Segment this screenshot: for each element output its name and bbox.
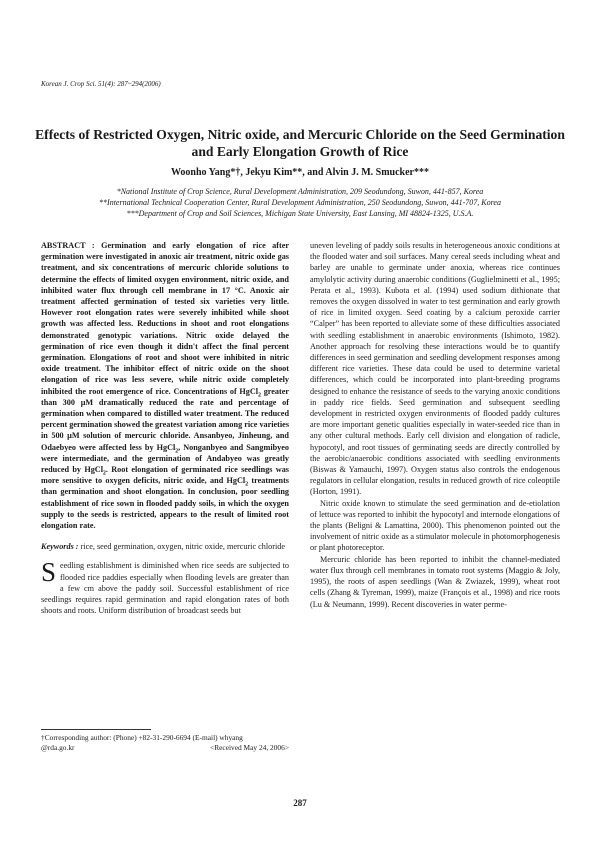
affiliations <box>30 186 570 219</box>
footnote <box>41 729 289 753</box>
abstract-label: ABSTRACT : <box>41 241 95 250</box>
keywords-text: rice, seed germination, oxygen, nitric oxide, mercuric chloride <box>78 542 285 552</box>
affiliation-3: ***Department of Crop and Soil Sciences, Michigan State University, East Lansing, MI 48824-1325, U.S.A. <box>126 209 474 218</box>
right-column <box>310 240 560 610</box>
abstract: ABSTRACT : Germination and early elongation of rice after germination were investigated in anoxic air treatment, nitric oxide gas treatment, and six concentrations of mercuric chloride solutions to determine the effects of limited oxygen environment, nitric oxide, and inhibited water flux through cell membrane in 17 °C. Anoxic air treatment affected germination of tested six varieties very little. However root elongation rates were severely inhibited while shoot growth was affected less. Reductions in shoot and root elongations demonstrated genotypic variations. Nitric oxide delayed the germination of rice even though it didn't affect the final percent germination. Elongations of root and shoot were inhibited in nitric oxide treatment. The inhibitor effect of nitric oxide on the shoot elongation of rice was less severe, while nitric oxide completely inhibited the root emergence of rice. Concentrations of HgCl$_2$ greater than 300 µM dramatically reduced the rate and percentage of germination when compared to distilled water treatment. The reduced percent germination showed the greatest variation among rice varieties in 500 µM solution of mercuric chloride. Ansanbyeo, Jinheung, and Odaebyeo were affected less by HgCl$_2$, Nonganbyeo and Sangmibyeo were intermediate, and the germination of Andabyeo was greatly reduced by HgCl$_2$. Root elongation of germinated rice seedlings was more sensitive to oxygen deficits, nitric oxide, and HgCl$_2$ treatments than germination and shoot elongation. In conclusion, poor seedling establishment of rice sown in flooded paddy soils, in which the oxygen supply to the seeds is restricted, appears to the result of limited root elongation rate. <box>41 241 289 531</box>
keywords-label: Keywords : <box>41 542 79 552</box>
affiliation-2: **International Technical Cooperation Center, Rural Development Administration, 250 Seodundong, Suwon, 441-707, Korea <box>99 198 501 207</box>
received-date: <Received May 24, 2006> <box>210 743 289 752</box>
mercuric-chloride-paragraph: Mercuric chloride has been reported to inhibit the channel-mediated water flux through cell membranes in tomato root systems (Maggio & Joly, 1995), the roots of aspen seedlings (Wan & Zwiazek, 1999), wheat root cells (Zhang & Tyreman, 1999), maize (François et al., 1998) and rice roots (Lu & Neumann, 1999). Recent discoveries in water perme- <box>310 554 560 609</box>
corresponding-author: †Corresponding author: (Phone) +82-31-290-6694 (E-mail) whyang <box>41 733 243 742</box>
keywords <box>41 541 289 552</box>
paper-title: Effects of Restricted Oxygen, Nitric oxide, and Mercuric Chloride on the Seed Germination and Early Elongation Growth of Rice <box>35 127 565 159</box>
email-domain: @rda.go.kr <box>41 743 75 752</box>
intro-paragraph: Seedling establishment is diminished when rice seeds are subjected to flooded rice paddies especially when flooding levels are greater than a few cm above the paddy soil. Successful establishment of rice seedlings requires rapid germination and rapid elongation rates of both shoots and roots. Uniform distribution of broadcast seeds but <box>41 557 289 616</box>
nitric-oxide-paragraph: Nitric oxide known to stimulate the seed germination and de-etiolation of lettuce was reported to inhibit the hypocotyl and internode elongations of the plants (Beligni & Lamattina, 2000). This phenomenon pointed out the involvement of nitric oxide as a stimulator molecule in photomorphogenesis or plant photoreceptor. <box>310 498 560 553</box>
intro-continuation: uneven leveling of paddy soils results in heterogeneous anoxic conditions at the flooded water and soil surfaces. Many cereal seeds including wheat and barley are unable to germinate under anoxia, whereas rice continues amylolytic activity during anaerobic conditions (Guglielminetti et al., 1995; Perata et al., 1993). Kubota et al. (1994) used sodium dithionate that removes the oxygen dissolved in water to test germination and early growth of rice in limited oxygen. Seed coating by a calcium peroxide carrier “Calper” has been reported to alleviate some of these difficulties associated with seedling establishment in anaerobic environments (Ishimoto, 1982). Another approach for resolving these interactions would be to quantify differences in seed germination and seedling development responses among different rice varieties. These data could be used to determine varietal differences, which could be incorporated into plant-breeding programs designed to enhance the resistance of seeds to the varying anoxic conditions in paddy rice fields. Seed germination and subsequent seedling development in restricted oxygen environments of flooded paddy cultures are more important genetic qualities especially in water-seeded rice than in any other cultural methods. Early cell division and elongation of radicle, hypocotyl, and root tissues of germinating seeds are directly controlled by the aerobic/anaerobic conditions associated with seedling environments (Biswas & Yamauchi, 1997). Oxygen status also controls the endogenous regulators in cellular elongation, results in reduced growth of rice coleoptile (Horton, 1991). <box>310 241 560 497</box>
journal-reference: Korean J. Crop Sci. 51(4): 287~294(2006) <box>41 80 161 88</box>
page-number: 287 <box>293 798 307 808</box>
left-column <box>41 240 289 617</box>
footnote-rule <box>41 729 151 730</box>
author-list: Woonho Yang*†, Jekyu Kim**, and Alvin J. M. Smucker*** <box>170 167 429 178</box>
affiliation-1: *National Institute of Crop Science, Rural Development Administration, 209 Seodundong, Suwon, 441-857, Korea <box>116 187 484 196</box>
drop-cap: S <box>41 557 57 588</box>
